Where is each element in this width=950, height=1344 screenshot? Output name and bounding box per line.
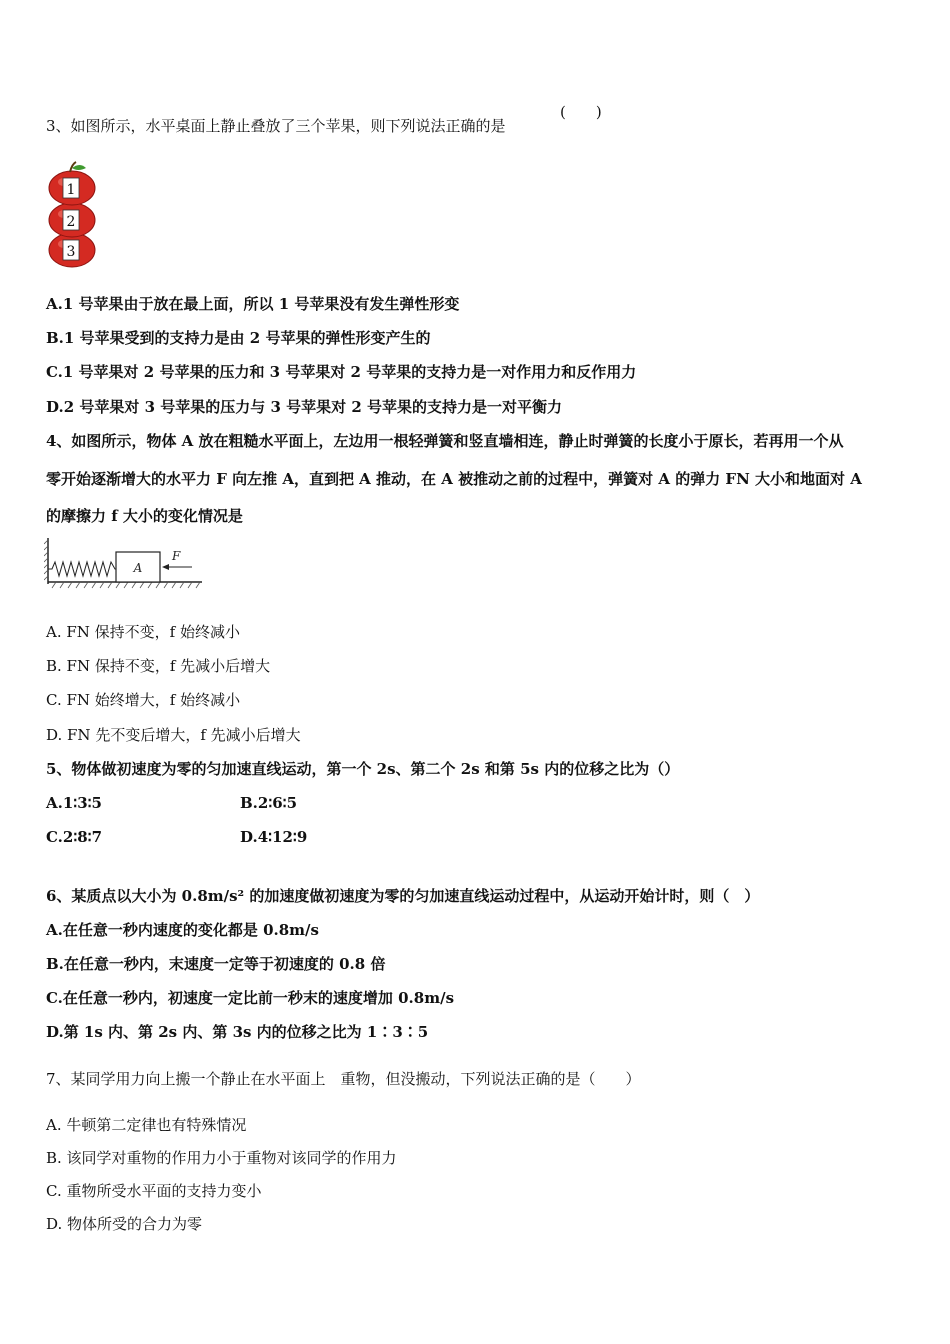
q5-option-c: C.2∶8∶7 (46, 828, 103, 846)
q4-stem-line-2: 零开始逐渐增大的水平力 F 向左推 A，直到把 A 推动，在 A 被推动之前的过程中，弹簧对 A 的弹力 FN 大小和地面对 A (46, 470, 862, 488)
q6-option-c: C.在任意一秒内，初速度一定比前一秒末的速度增加 0.8m/s (46, 989, 455, 1007)
q7-option-a: A. 牛顿第二定律也有特殊情况 (46, 1116, 247, 1134)
q6-stem: 6、某质点以大小为 0.8m/s² 的加速度做初速度为零的匀加速直线运动过程中，从运动开始计时，则（ ） (46, 887, 760, 905)
q4-stem-line-1: 4、如图所示，物体 A 放在粗糙水平面上，左边用一根轻弹簧和竖直墙相连，静止时弹簧的长度小于原长，若再用一个从 (46, 432, 844, 450)
apple-2-icon (49, 203, 95, 237)
q4-option-b: B. FN 保持不变，f 先减小后增大 (46, 657, 271, 675)
q3-answer-paren: ( ) (560, 103, 602, 121)
force-label: F (172, 549, 181, 563)
q6-option-b: B.在任意一秒内，末速度一定等于初速度的 0.8 倍 (46, 955, 386, 973)
q4-option-d: D. FN 先不变后增大，f 先减小后增大 (46, 726, 301, 744)
apple-1-icon (49, 162, 95, 205)
q7-option-b: B. 该同学对重物的作用力小于重物对该同学的作用力 (46, 1149, 397, 1167)
block-a-label: A (133, 561, 143, 575)
apple-3-label: 3 (66, 244, 76, 260)
spring-icon (48, 562, 116, 576)
q5-option-b: B.2∶6∶5 (240, 794, 298, 812)
q7-stem: 7、某同学用力向上搬一个静止在水平面上 重物，但没搬动，下列说法正确的是（ ） (46, 1070, 641, 1088)
q3-option-a: A.1 号苹果由于放在最上面，所以 1 号苹果没有发生弹性形变 (46, 295, 460, 313)
q5-option-a: A.1∶3∶5 (46, 794, 102, 812)
q5-option-d: D.4∶12∶9 (240, 828, 308, 846)
q4-option-c: C. FN 始终增大，f 始终减小 (46, 691, 241, 709)
spring-block-figure (44, 536, 206, 592)
q6-option-a: A.在任意一秒内速度的变化都是 0.8m/s (46, 921, 319, 939)
q7-option-c: C. 重物所受水平面的支持力变小 (46, 1182, 262, 1200)
q6-option-d: D.第 1s 内、第 2s 内、第 3s 内的位移之比为 1∶3∶5 (46, 1023, 429, 1041)
q4-stem-line-3: 的摩擦力 f 大小的变化情况是 (46, 507, 243, 525)
apple-3-icon (49, 233, 95, 267)
apple-2-label: 2 (66, 214, 76, 230)
apple-stack-figure (46, 160, 98, 270)
apple-1-label: 1 (66, 182, 76, 198)
q3-option-c: C.1 号苹果对 2 号苹果的压力和 3 号苹果对 2 号苹果的支持力是一对作用力和反作用力 (46, 363, 637, 381)
q7-option-d: D. 物体所受的合力为零 (46, 1215, 203, 1233)
q4-option-a: A. FN 保持不变，f 始终减小 (46, 623, 240, 641)
q3-stem: 3、如图所示，水平桌面上静止叠放了三个苹果，则下列说法正确的是 (46, 117, 506, 135)
q5-stem: 5、物体做初速度为零的匀加速直线运动，第一个 2s、第二个 2s 和第 5s 内的位移之比为（） (46, 760, 680, 778)
q3-option-b: B.1 号苹果受到的支持力是由 2 号苹果的弹性形变产生的 (46, 329, 431, 347)
q3-option-d: D.2 号苹果对 3 号苹果的压力与 3 号苹果对 2 号苹果的支持力是一对平衡力 (46, 398, 563, 416)
